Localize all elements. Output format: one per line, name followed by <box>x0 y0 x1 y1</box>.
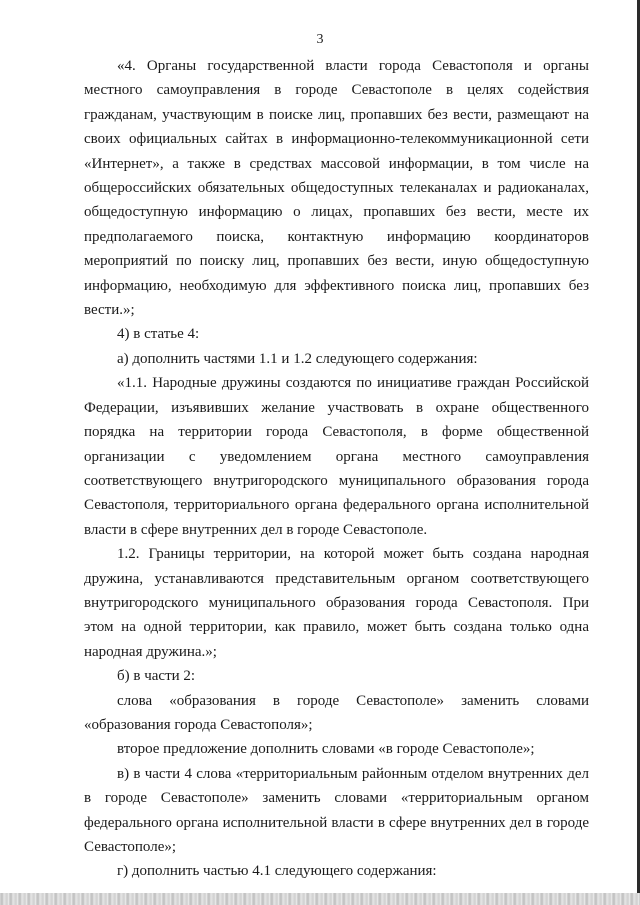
paragraph-part-4: «4. Органы государственной власти города Севастополя и органы местного самоуправления в городе Севастополе в целях содействия гражданам, участвующим в поиске лиц, пропавших без вести, размещают на своих официальных сайтах в информационно-телекоммуникационной сети «Интернет», а также в средствах массовой информации, в том числе на общероссийских обязательных общедоступных телеканалах и радиоканалах, общедоступную информацию о лицах, пропавших без вести, месте их предполагаемого поиска, контактную информацию координаторов мероприятий по поиску лиц, пропавших без вести, иную общедоступную информацию, необходимую для эффективного поиска лиц, пропавших без вести.»; <box>84 58 589 319</box>
paragraph-subitem-a: а) дополнить частями 1.1 и 1.2 следующего содержания: <box>117 350 478 367</box>
scan-artifact-strip <box>0 893 640 905</box>
paragraph-replace-words: слова «образования в городе Севастополе» заменить словами «образования города Севастополя»; <box>84 692 589 733</box>
paragraph-second-sentence: второе предложение дополнить словами «в городе Севастополе»; <box>117 741 535 758</box>
paragraph-part-1-2: 1.2. Границы территории, на которой может быть создана народная дружина, устанавливаются представительным органом соответствующего внутригородского муниципального образования города Севастополя. При этом на одной территории, как правило, может быть создана только одна народная дружина.»; <box>84 546 589 660</box>
page-number: 3 <box>316 32 324 47</box>
paragraph-subitem-b: б) в части 2: <box>117 668 196 685</box>
document-body <box>84 54 589 884</box>
paragraph-subitem-g: г) дополнить частью 4.1 следующего содержания: <box>117 863 437 880</box>
paragraph-part-1-1: «1.1. Народные дружины создаются по инициативе граждан Российской Федерации, изъявивших желание участвовать в охране общественного порядка на территории города Севастополя, в форме общественной организации с уведомлением органа местного самоуправления соответствующего внутригородского муниципального образования города Севастополя, территориального органа федерального органа исполнительной власти в сфере внутренних дел в городе Севастополе. <box>84 375 589 538</box>
paragraph-subitem-v: в) в части 4 слова «территориальным районным отделом внутренних дел в городе Севастополе» заменить словами «территориальным органом федерального органа исполнительной власти в сфере внутренних дел в городе Севастополе»; <box>84 765 589 855</box>
paragraph-item-4: 4) в статье 4: <box>117 326 200 343</box>
